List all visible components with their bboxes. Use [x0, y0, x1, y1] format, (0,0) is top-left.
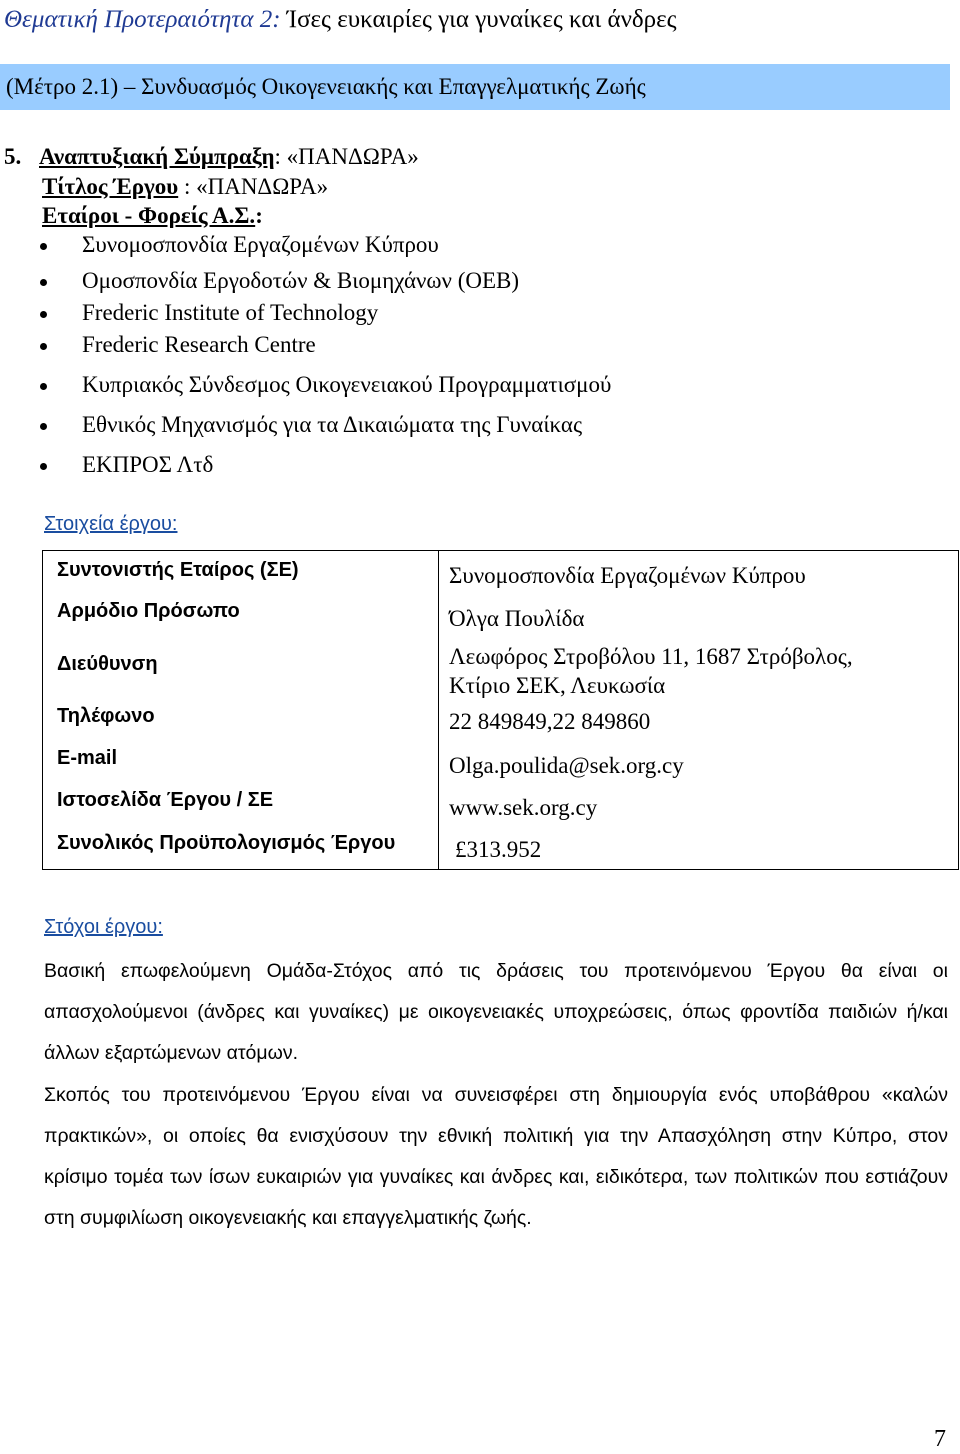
row-value-address-line2: Κτίριο ΣΕΚ, Λευκωσία — [449, 673, 666, 698]
bullet-icon — [40, 243, 47, 250]
partnership-label: Αναπτυξιακή Σύμπραξη — [39, 144, 275, 169]
project-details-heading: Στοιχεία έργου: — [44, 513, 178, 535]
goals-paragraph-1: Βασική επωφελούμενη Ομάδα-Στόχος από τις δράσεις του προτεινόμενου Έργου θα είναι οι απασχολούμενοι (άνδρες και γυναίκες) με οικογενειακές υποχρεώσεις, όπως φροντίδα παιδιών ή/και άλλων εξαρτώμενων ατόμων. — [44, 960, 948, 1064]
row-value-website[interactable]: www.sek.org.cy — [449, 795, 598, 820]
row-label-coordinator: Συντονιστής Εταίρος (ΣΕ) — [57, 559, 299, 581]
partnership-number: 5. — [4, 144, 22, 169]
partnership-value: : «ΠΑΝΔΩΡΑ» — [274, 144, 419, 169]
partners-colon: : — [255, 203, 263, 228]
row-value-contact: Όλγα Πουλίδα — [449, 606, 585, 631]
row-label-website: Ιστοσελίδα Έργου / ΣΕ — [57, 789, 274, 811]
row-value-coordinator: Συνομοσπονδία Εργαζομένων Κύπρου — [449, 563, 806, 588]
partners-heading — [42, 203, 263, 229]
project-title-label: Τίτλος Έργου — [42, 174, 179, 199]
project-title-value: : «ΠΑΝΔΩΡΑ» — [178, 174, 329, 199]
goals-heading: Στόχοι έργου: — [44, 916, 163, 938]
project-details-table — [42, 550, 959, 870]
theme-text: Ίσες ευκαιρίες για γυναίκες και άνδρες — [280, 6, 677, 33]
theme-label: Θεματική Προτεραιότητα 2: — [4, 6, 281, 33]
bullet-icon — [40, 423, 47, 430]
bullet-icon — [40, 383, 47, 390]
project-title-line — [42, 174, 328, 200]
theme-title — [4, 6, 677, 34]
goals-paragraph-2: Σκοπός του προτεινόμενου Έργου είναι να συνεισφέρει στη δημιουργία ενός υποβάθρου «καλών πρακτικών», οι οποίες θα ενισχύσουν την εθνική πολιτική για την Απασχόληση στην Κύπρο, στον κρίσιμο τομέα των ίσων ευκαιριών για γυναίκες και άνδρες και, ειδικότερα, των πολιτικών που εστιάζουν στη συμφιλίωση οικογενειακής και επαγγελματικής ζωής. — [44, 1084, 948, 1229]
partners-label: Εταίροι - Φορείς Α.Σ. — [42, 203, 256, 228]
row-label-email: E-mail — [57, 747, 118, 769]
page-number: 7 — [934, 1426, 946, 1452]
row-value-budget: £313.952 — [455, 837, 542, 862]
table-divider — [438, 551, 439, 869]
bullet-icon — [40, 311, 47, 318]
bullet-icon — [40, 463, 47, 470]
row-label-contact: Αρμόδιο Πρόσωπο — [57, 600, 240, 622]
row-label-budget: Συνολικός Προϋπολογισμός Έργου — [57, 832, 396, 854]
partnership-heading — [4, 144, 419, 170]
measure-bar: (Μέτρο 2.1) – Συνδυασμός Οικογενειακής και Επαγγελματικής Ζωής — [0, 64, 950, 110]
row-value-address: Λεωφόρος Στροβόλου 11, 1687 Στρόβολος, — [449, 644, 853, 669]
row-value-email[interactable]: Olga.poulida@sek.org.cy — [449, 753, 684, 778]
bullet-icon — [40, 343, 47, 350]
row-label-phone: Τηλέφωνο — [57, 705, 155, 727]
bullet-icon — [40, 279, 47, 286]
row-label-address: Διεύθυνση — [57, 653, 158, 675]
row-value-phone: 22 849849,22 849860 — [449, 709, 651, 734]
